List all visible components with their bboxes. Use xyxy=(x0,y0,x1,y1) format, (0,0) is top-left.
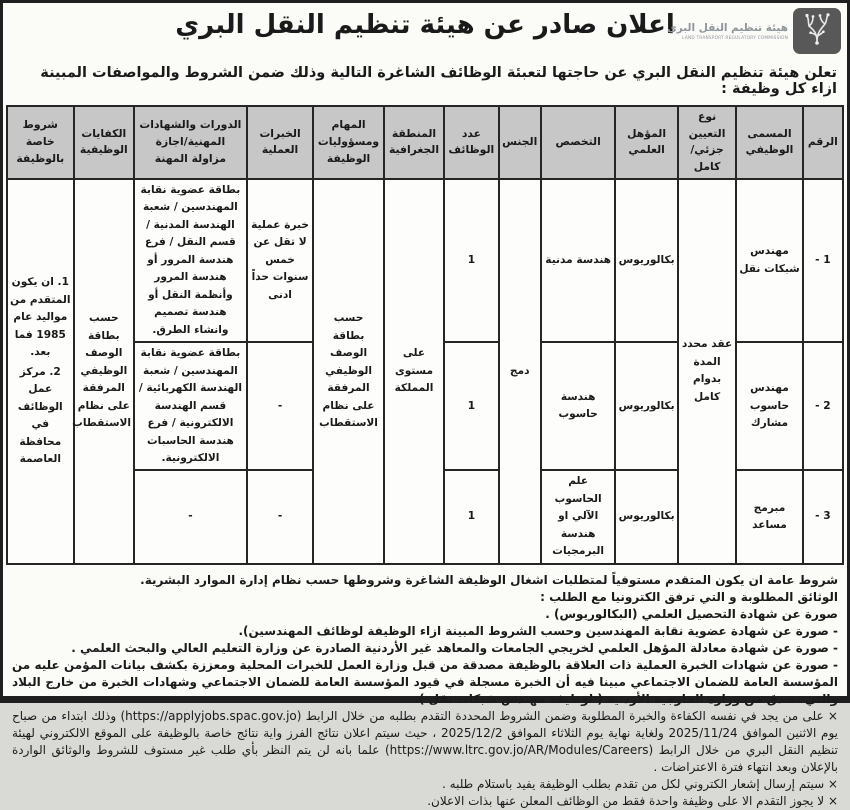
logo-text-block xyxy=(667,21,788,41)
table-row xyxy=(7,179,843,342)
logo-mark xyxy=(793,8,841,54)
special-condition-1: 1. ان يكون المتقدم من مواليد عام 1985 فما بعد. xyxy=(10,276,71,359)
cell-specialization: هندسة مدنية xyxy=(541,179,616,342)
column-header-certificates: الدورات والشهادات المهنية/اجازة مزاولة المهنة xyxy=(134,106,247,179)
page-header xyxy=(3,3,847,57)
cell-competencies: حسب بطاقة الوصف الوظيفي المرفقة على نظام الاستقطاب xyxy=(74,179,134,564)
footer-line-general-conditions: شروط عامة ان يكون المتقدم مستوفياً لمتطلبات اشغال الوظيفة الشاغرة وشروطها حسب نظام إدارة الموارد البشرية. xyxy=(140,572,838,587)
cell-job-title: مهندس حاسوب مشارك xyxy=(736,342,802,470)
cell-appointment-type: عقد محدد المدة بدوام كامل xyxy=(678,179,736,564)
footer-line-application-link: × على من يجد في نفسه الكفاءة والخبرة المطلوبة وضمن الشروط المحددة التقدم بطلبه من خلال الرابط (https://applyjobs.spac.gov.jo) وذلك ابتداء من صباح يوم الاثنين الموافق 2025/11/24 ولغاية نهاية يوم الثلاثاء الموافق 2025/12/2 ، حيث سيتم اعلان نتائج الفرز واية نتائج خاصة بالوظيفة على الموقع الالكتروني لهيئة تنظيم النقل البري من خلال الرابط (https://www.ltrc.gov.jo/AR/Modules/Careers) علما بانه لن يتم النظر بأي طلب غير مستوف للشروط والوثائق الواردة بالإعلان وبعد انتهاء فترة الاعتراضات . xyxy=(12,708,839,774)
column-header-special-conditions: شروط خاصة بالوظيفة xyxy=(7,106,74,179)
column-header-vacancies: عدد الوظائف xyxy=(444,106,498,179)
footer-line-degree-copy: صورة عن شهادة التحصيل العلمي (البكالوريوس) . xyxy=(545,606,838,621)
cell-duties: حسب بطاقة الوصف الوظيفي المرفقة على نظام الاستقطاب xyxy=(313,179,384,564)
cell-special-conditions xyxy=(7,179,74,564)
cell-certificates: - xyxy=(134,470,247,563)
column-header-appointment-type: نوع التعيين جزئي/ كامل xyxy=(678,106,736,179)
page-title: اعلان صادر عن هيئة تنظيم النقل البري xyxy=(175,10,675,40)
cell-job-title: مهندس شبكات نقل xyxy=(736,179,802,342)
column-header-competencies: الكفايات الوظيفية xyxy=(74,106,134,179)
cell-job-title: مبرمج مساعد xyxy=(736,470,802,563)
column-header-qualification: المؤهل العلمي xyxy=(615,106,677,179)
footer-line-single-application: × لا يجوز التقدم الا على وظيفة واحدة فقط من الوظائف المعلن عنها بذات الاعلان. xyxy=(427,793,838,808)
column-header-region: المنطقة الجغرافية xyxy=(384,106,444,179)
footer-line-email-notice: × سيتم إرسال إشعار الكتروني لكل من تقدم بطلب الوظيفة يفيد باستلام طلبه . xyxy=(442,776,838,791)
footer-line-required-documents: الوثائق المطلوبة و التي ترفق الكترونيا مع الطلب : xyxy=(540,589,838,604)
cell-region: على مستوى المملكة xyxy=(384,179,444,564)
jobs-table xyxy=(6,105,844,565)
footer-line-experience-certificates: - صورة عن شهادات الخبرة العملية ذات العلاقة بالوظيفة مصدقة من قبل وزارة العمل للخبرات المحلية ومعززة بكشف بيانات المؤمن عليه من المؤسسة العامة للضمان الاجتماعي مبينا فيه أن الخبرة مسجلة في قيود المؤسسة العامة للضمان الاجتماعي وشهادات الخبرة من خارج البلاد والتي تصدق من وزارة الخارجية الأردنية ( لوظيفة مهندس شبكات نقل ). xyxy=(12,657,838,706)
column-header-job-title: المسمى الوظيفي xyxy=(736,106,802,179)
cell-experience: - xyxy=(247,470,313,563)
footer-line-equivalency-copy: - صورة عن شهادة معادلة المؤهل العلمي لخريجي الجامعات والمعاهد غير الأردنية الصادرة عن وزارة التعليم العالي والبحث العلمي . xyxy=(71,640,838,655)
cell-experience: - xyxy=(247,342,313,470)
column-header-gender: الجنس xyxy=(499,106,541,179)
special-condition-2: 2. مركز عمل الوظائف في محافظة العاصمة xyxy=(17,365,63,465)
cell-qualification: بكالوريوس xyxy=(615,179,677,342)
cell-certificates: بطاقة عضوية نقابة المهندسين / شعبة الهندسة المدنية / قسم النقل / فرع هندسة المرور أو هندسة المرور وأنظمة النقل أو هندسة تصميم وانشاء الطرق. xyxy=(134,179,247,342)
logo-name-english: LAND TRANSPORT REGULATORY COMMISSION xyxy=(682,35,788,41)
column-header-experience: الخبرات العملية xyxy=(247,106,313,179)
column-header-duties: المهام ومسؤوليات الوظيفة xyxy=(313,106,384,179)
cell-certificates: بطاقة عضوية نقابة المهندسين / شعبة الهندسة الكهربائية / قسم الهندسة الالكترونية / فرع هندسة الحاسبات الالكترونية. xyxy=(134,342,247,470)
intro-text: تعلن هيئة تنظيم النقل البري عن حاجتها لتعبئة الوظائف الشاغرة التالية وذلك ضمن الشروط والمواصفات المبينة ازاء كل وظيفة : xyxy=(40,65,837,97)
network-tree-icon xyxy=(802,12,832,50)
column-header-number: الرقم xyxy=(803,106,843,179)
cell-qualification: بكالوريوس xyxy=(615,470,677,563)
footer-line-membership-copy: - صورة عن شهادة عضوية نقابة المهندسين وحسب الشروط المبينة ازاء الوظيفة لوظائف المهندسين). xyxy=(238,623,838,638)
cell-number: 1 - xyxy=(803,179,843,342)
cell-vacancies: 1 xyxy=(444,342,498,470)
cell-number: 3 - xyxy=(803,470,843,563)
cell-vacancies: 1 xyxy=(444,179,498,342)
cell-specialization: هندسة حاسوب xyxy=(541,342,616,470)
cell-specialization: علم الحاسوب الآلي او هندسة البرمجيات xyxy=(541,470,616,563)
ltrc-logo xyxy=(667,8,841,54)
cell-experience: خبرة عملية لا تقل عن خمس سنوات حداً ادنى xyxy=(247,179,313,342)
logo-name-arabic: هيئة تنظيم النقل البري xyxy=(667,21,788,34)
cell-number: 2 - xyxy=(803,342,843,470)
cell-vacancies: 1 xyxy=(444,470,498,563)
footer-notes xyxy=(3,565,847,810)
cell-qualification: بكالوريوس xyxy=(615,342,677,470)
cell-gender: دمج xyxy=(499,179,541,564)
column-header-specialization: التخصص xyxy=(541,106,616,179)
table-header-row xyxy=(7,106,843,179)
